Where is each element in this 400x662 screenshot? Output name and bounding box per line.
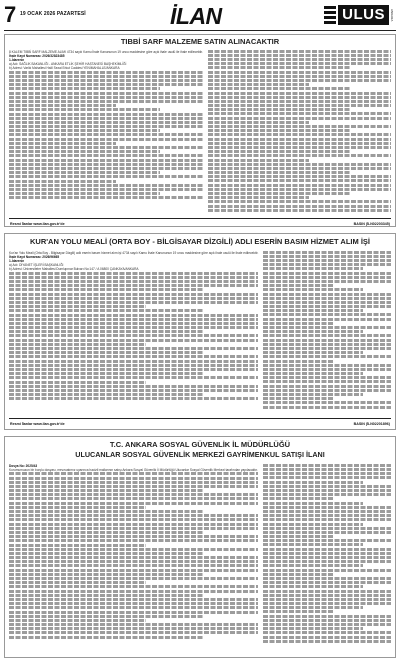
text-line: [263, 577, 391, 580]
text-line: [263, 531, 391, 534]
text-line: [9, 569, 258, 572]
notice-admin-address: b) Adresi: Üniversiteler Mahallesi Dumlupınar Bulvarı No:147 / A 06800 ÇANKAYA/ANKARA: [9, 267, 139, 272]
text-line: [9, 334, 258, 337]
column-text-lines: [9, 272, 258, 401]
text-line: [9, 493, 258, 496]
text-line: [9, 376, 258, 379]
ulus-logo: [324, 5, 394, 25]
notice-footer: [5, 422, 395, 426]
notice-real-estate-sale: [4, 436, 396, 658]
footer-source: Resmi İlanlar www.ilan.gov.tr'de: [10, 422, 65, 427]
text-line: [9, 636, 203, 639]
text-line: [263, 406, 391, 409]
text-line: [9, 506, 146, 509]
text-line: [9, 523, 258, 526]
text-line: [263, 322, 333, 325]
text-line: [9, 104, 116, 107]
text-line: [208, 71, 391, 74]
text-line: [9, 167, 203, 170]
text-line: [263, 339, 391, 342]
text-line: [9, 192, 160, 195]
footer-code: BASIN (İLN02203345): [353, 222, 390, 227]
text-line: [9, 489, 203, 492]
column-text-lines: [263, 251, 391, 409]
text-line: [263, 284, 333, 287]
text-line: [9, 322, 258, 325]
text-line: [263, 581, 391, 584]
text-line: [263, 288, 363, 291]
text-line: [9, 544, 146, 547]
text-line: [9, 560, 258, 563]
text-line: [208, 196, 309, 199]
notice-title: T.C. ANKARA SOSYAL GÜVENLİK İL MÜDÜRLÜĞÜ: [109, 440, 291, 449]
text-line: [263, 481, 363, 484]
text-line: [208, 146, 391, 149]
text-line: [263, 272, 391, 275]
text-line: [208, 133, 391, 136]
text-line: [9, 92, 203, 95]
text-line: [9, 83, 203, 86]
text-line: [9, 485, 258, 488]
footer-source: Resmi İlanlar www.ilan.gov.tr'de: [10, 222, 65, 227]
column-text-lines: [9, 71, 203, 200]
text-line: [9, 171, 160, 174]
text-line: [9, 497, 258, 500]
text-line: [263, 506, 391, 509]
text-line: [9, 113, 203, 116]
notice-intro: Kurumumuzun bir borçlu dosyası, mevzuatımız uyarınca hacizli mallarının satışı Ankara Sosyal Güvenlik İl Müdürlüğü Ulucanlar Sosyal Güvenlik Merkezi tarafından yapılacaktır.: [9, 468, 258, 473]
notice-column-left: [9, 50, 203, 218]
text-line: [9, 631, 258, 634]
text-line: [9, 594, 203, 597]
text-line: [9, 343, 146, 346]
notice-admin-address: b) Adresi: Varlık Mahallesi Halil Sezai Erkut Caddesi YENİMAHALLE/ANKARA: [9, 66, 120, 71]
text-line: [208, 188, 391, 191]
notice-body: [5, 464, 395, 650]
text-line: [9, 276, 258, 279]
text-line: [263, 334, 391, 337]
text-line: [9, 71, 203, 74]
text-line: [263, 393, 363, 396]
text-line: [208, 154, 391, 157]
text-line: [208, 117, 391, 120]
text-line: [208, 58, 391, 61]
text-line: [9, 284, 258, 287]
text-line: [263, 305, 391, 308]
text-line: [208, 83, 309, 86]
notice-column-right: [208, 50, 391, 218]
text-line: [9, 108, 160, 111]
text-line: [263, 309, 363, 312]
text-line: [9, 602, 258, 605]
text-line: [9, 309, 204, 312]
text-line: [9, 159, 203, 162]
text-line: [9, 598, 258, 601]
text-line: [208, 163, 391, 166]
text-line: [263, 330, 363, 333]
text-line: [9, 133, 203, 136]
text-line: [9, 606, 258, 609]
text-line: [263, 556, 391, 559]
text-line: [9, 481, 258, 484]
text-line: [263, 548, 391, 551]
text-line: [9, 142, 116, 145]
text-line: [263, 594, 391, 597]
text-line: [9, 527, 258, 530]
text-line: [9, 96, 203, 99]
text-line: [263, 355, 391, 358]
text-line: [9, 548, 258, 551]
text-line: [263, 389, 391, 392]
footer-code: BASIN (İLN02201896): [353, 422, 390, 427]
notice-printing-service: [4, 233, 396, 430]
text-line: [9, 385, 258, 388]
text-line: [263, 535, 333, 538]
notice-column-right: [263, 464, 391, 650]
text-line: [208, 142, 391, 145]
text-line: [9, 627, 258, 630]
notice-intro: Kur'an Yolu Meali (Orta Boy - Bilgisayar Dizgili) adlı eserin basım hizmet alım işi 4734 sayılı Kamu İhale Kanununun 19 uncu maddesine göre açık ihale usulü ile ihale edilecektir.: [9, 250, 259, 255]
notice-intro: 8 KALEM TIBBİ SARF MALZEME ALIMI 4734 sayılı Kamu İhale Kanununun 19 uncu maddesine göre açık ihale usulü ile ihale edilecektir.: [9, 49, 203, 54]
text-line: [9, 180, 116, 183]
text-line: [9, 188, 203, 191]
text-line: [263, 497, 333, 500]
text-line: [263, 385, 391, 388]
text-line: [263, 606, 363, 609]
notice-divider: [9, 418, 391, 420]
text-line: [9, 280, 258, 283]
notice-divider: [9, 218, 391, 220]
text-line: [263, 255, 391, 258]
text-line: [263, 485, 391, 488]
text-line: [263, 293, 391, 296]
logo-text: ULUS: [338, 5, 389, 25]
text-line: [263, 380, 391, 383]
text-line: [208, 209, 391, 212]
text-line: [9, 351, 204, 354]
text-line: [9, 314, 258, 317]
issue-date: 19 OCAK 2026 PAZARTESİ: [20, 11, 86, 17]
text-line: [9, 472, 258, 475]
text-line: [263, 493, 391, 496]
text-line: [208, 205, 391, 208]
text-line: [9, 393, 204, 396]
text-line: [208, 150, 351, 153]
text-line: [263, 259, 391, 262]
page-number: 7: [4, 2, 17, 27]
column-text-lines: [208, 50, 391, 212]
page-header: [4, 3, 396, 31]
text-line: [263, 518, 391, 521]
text-line: [9, 121, 203, 124]
text-line: [263, 251, 391, 254]
text-line: [263, 539, 391, 542]
text-line: [263, 640, 391, 643]
text-line: [9, 573, 203, 576]
text-line: [9, 619, 146, 622]
text-line: [263, 301, 391, 304]
text-line: [9, 87, 160, 90]
text-line: [9, 272, 258, 275]
text-line: [208, 192, 351, 195]
text-line: [208, 159, 309, 162]
text-line: [263, 476, 391, 479]
text-line: [263, 368, 391, 371]
text-line: [208, 79, 391, 82]
text-line: [208, 108, 351, 111]
text-line: [208, 50, 391, 53]
text-line: [263, 598, 391, 601]
text-line: [263, 397, 333, 400]
notice-medical-supplies: [4, 34, 396, 227]
text-line: [9, 623, 258, 626]
text-line: [9, 75, 203, 78]
text-line: [9, 581, 146, 584]
text-line: [9, 150, 160, 153]
text-line: [9, 125, 203, 128]
text-line: [208, 138, 391, 141]
text-line: [9, 518, 258, 521]
text-line: [208, 87, 351, 90]
text-line: [263, 297, 391, 300]
text-line: [9, 389, 258, 392]
text-line: [263, 364, 391, 367]
text-line: [263, 360, 333, 363]
text-line: [263, 527, 391, 530]
text-line: [9, 556, 258, 559]
text-line: [208, 104, 391, 107]
text-line: [208, 179, 391, 182]
text-line: [263, 502, 363, 505]
text-line: [9, 364, 258, 367]
logo-stripes-icon: [324, 5, 336, 25]
text-line: [263, 372, 363, 375]
notice-subtitle: ULUCANLAR SOSYAL GÜVENLİK MERKEZİ GAYRİMENKUL SATIŞI İLANI: [75, 449, 325, 459]
text-line: [263, 602, 391, 605]
text-line: [263, 623, 391, 626]
notice-column-right: [263, 251, 391, 418]
text-line: [263, 263, 391, 266]
text-line: [263, 376, 391, 379]
notice-column-left: [9, 251, 258, 418]
text-line: [9, 129, 160, 132]
text-line: [263, 347, 391, 350]
notice-admin-heading: 1-İdarenin: [9, 259, 25, 264]
text-line: [263, 569, 391, 572]
text-line: [9, 611, 258, 614]
text-line: [208, 62, 391, 65]
text-line: [9, 564, 258, 567]
text-line: [208, 125, 391, 128]
text-line: [9, 318, 258, 321]
text-line: [263, 560, 391, 563]
text-line: [9, 326, 258, 329]
text-line: [263, 318, 391, 321]
notice-admin-name: a) Adı: DİYANET İŞLERİ BAŞKANLIĞI: [9, 263, 64, 268]
text-line: [263, 590, 391, 593]
logo-side-text: ANKARA: [390, 8, 394, 22]
notice-column-left: [9, 464, 258, 650]
text-line: [9, 175, 203, 178]
notice-file-number: Dosya No: 2025/43: [9, 463, 38, 468]
text-line: [9, 339, 258, 342]
notice-title: KUR'AN YOLU MEALİ (ORTA BOY - BİLGİSAYAR DİZGİLİ) ADLI ESERİN BASIM HİZMET ALIM İŞİ: [30, 237, 370, 246]
text-line: [9, 502, 258, 505]
notice-admin-name: a) Adı: SAĞLIK BAKANLIĞI - ANKARA ETLİK ŞEHİR HASTANESİ BAŞHEKİMLİĞİ: [9, 62, 127, 67]
text-line: [9, 146, 203, 149]
column-text-lines: [263, 464, 391, 643]
text-line: [9, 293, 258, 296]
text-line: [9, 100, 203, 103]
text-line: [9, 163, 203, 166]
text-line: [208, 171, 351, 174]
text-line: [9, 196, 203, 199]
text-line: [9, 585, 258, 588]
text-line: [208, 112, 391, 115]
text-line: [9, 355, 258, 358]
notice-ikn: İhale Kayıt Numarası: 2026/32823485: [9, 53, 65, 58]
text-line: [9, 184, 203, 187]
text-line: [263, 564, 363, 567]
text-line: [263, 552, 391, 555]
text-line: [208, 96, 391, 99]
text-line: [9, 297, 258, 300]
text-line: [263, 468, 391, 471]
text-line: [9, 138, 203, 141]
text-line: [263, 343, 391, 346]
text-line: [9, 117, 203, 120]
text-line: [263, 464, 391, 467]
text-line: [263, 610, 333, 613]
text-line: [9, 535, 258, 538]
text-line: [263, 351, 363, 354]
text-line: [9, 577, 258, 580]
text-line: [9, 154, 203, 157]
text-line: [9, 397, 258, 400]
text-line: [9, 539, 258, 542]
text-line: [9, 381, 146, 384]
text-line: [9, 590, 258, 593]
text-line: [9, 368, 258, 371]
text-line: [9, 347, 258, 350]
text-line: [263, 631, 391, 634]
section-title: İLAN: [170, 3, 222, 29]
text-line: [263, 523, 363, 526]
text-line: [263, 276, 391, 279]
text-line: [263, 472, 391, 475]
notice-title: TIBBİ SARF MALZEME SATIN ALINACAKTIR: [120, 37, 280, 46]
text-line: [208, 75, 391, 78]
text-line: [208, 129, 351, 132]
text-line: [9, 510, 203, 513]
text-line: [9, 615, 203, 618]
text-line: [9, 360, 258, 363]
text-line: [263, 636, 391, 639]
text-line: [208, 184, 391, 187]
text-line: [9, 79, 203, 82]
notice-admin-heading: 1-İdarenin: [9, 58, 25, 63]
text-line: [263, 514, 391, 517]
text-line: [208, 92, 391, 95]
text-line: [263, 627, 363, 630]
text-line: [263, 585, 363, 588]
text-line: [9, 301, 258, 304]
text-line: [208, 167, 391, 170]
notice-ikn: İhale Kayıt Numarası: 2026/96665: [9, 254, 60, 259]
text-line: [208, 100, 391, 103]
newspaper-page: [4, 3, 396, 659]
text-line: [263, 326, 391, 329]
text-line: [263, 619, 391, 622]
text-line: [263, 401, 391, 404]
text-line: [263, 280, 391, 283]
text-line: [9, 330, 204, 333]
text-line: [9, 514, 258, 517]
text-line: [263, 510, 391, 513]
text-line: [9, 305, 146, 308]
notice-body: [5, 50, 395, 218]
text-line: [208, 200, 391, 203]
text-line: [263, 573, 333, 576]
text-line: [208, 54, 391, 57]
text-line: [263, 267, 363, 270]
notice-body: [5, 251, 395, 418]
text-line: [9, 288, 204, 291]
text-line: [208, 175, 391, 178]
text-line: [9, 531, 203, 534]
text-line: [9, 477, 258, 480]
text-line: [9, 372, 204, 375]
column-text-lines: [9, 472, 258, 638]
text-line: [208, 121, 309, 124]
text-line: [208, 66, 351, 69]
text-line: [263, 489, 391, 492]
text-line: [9, 552, 203, 555]
text-line: [263, 543, 363, 546]
notice-footer: [5, 222, 395, 226]
text-line: [263, 615, 391, 618]
text-line: [263, 313, 391, 316]
